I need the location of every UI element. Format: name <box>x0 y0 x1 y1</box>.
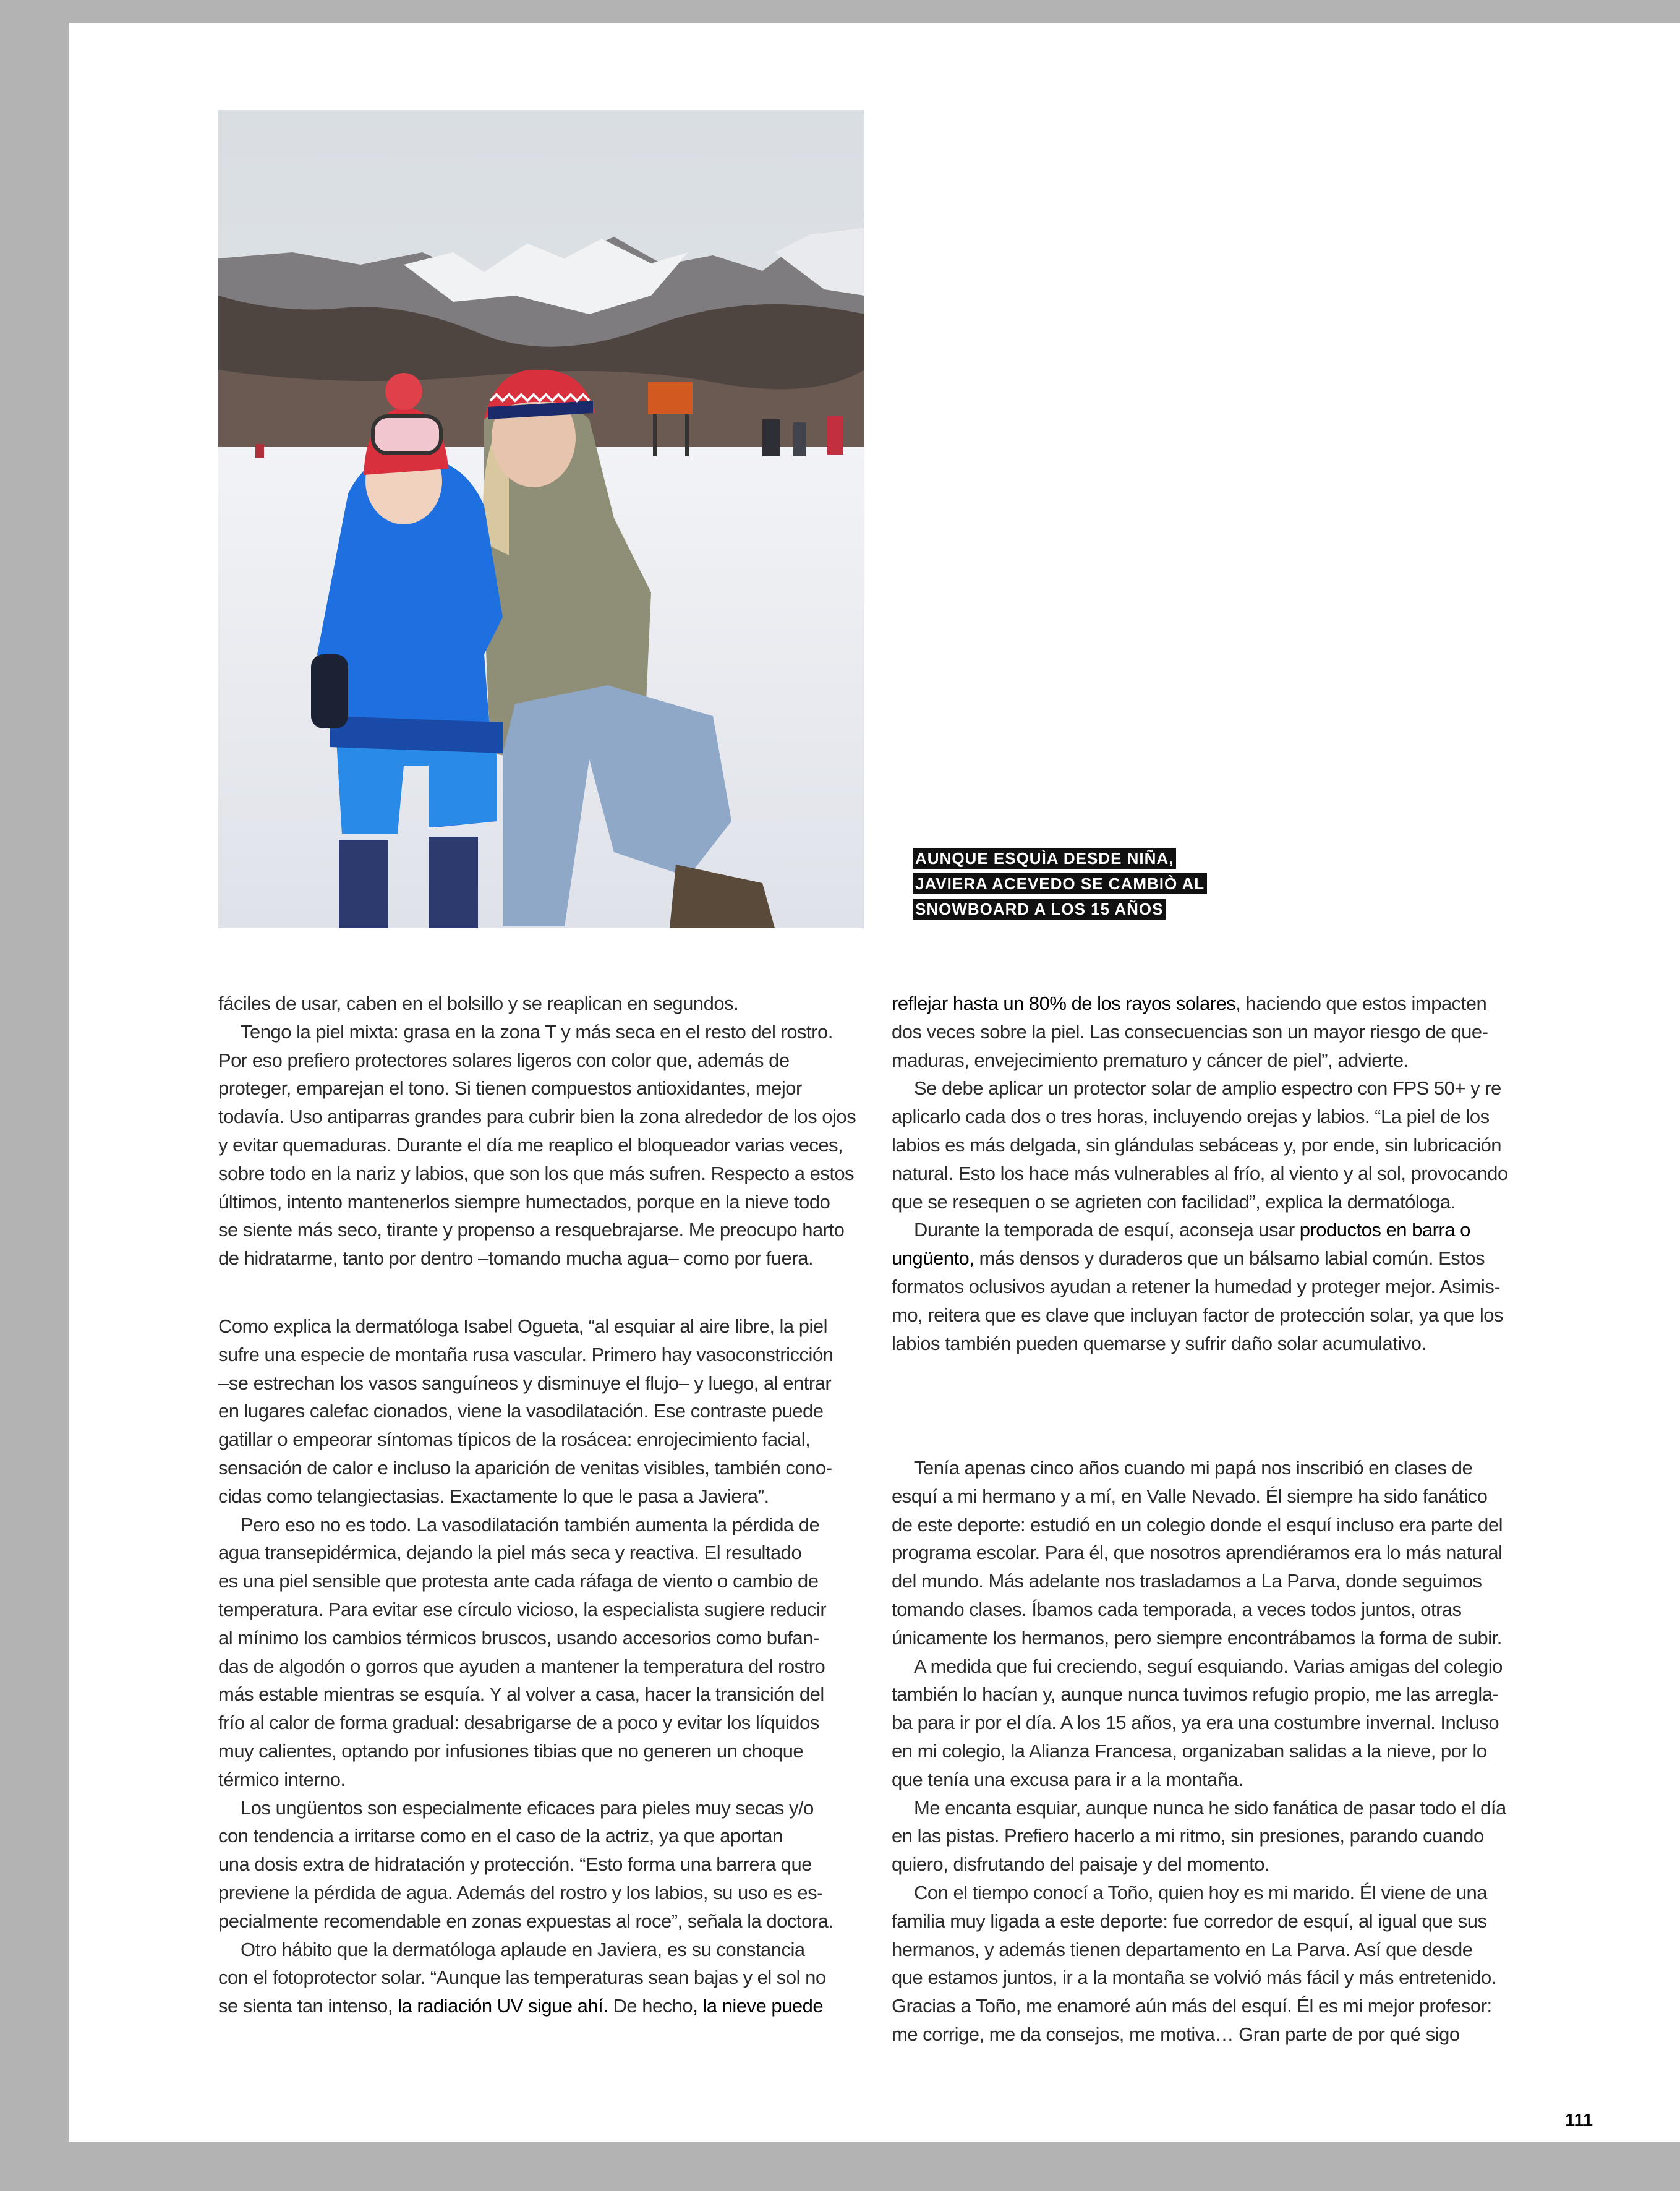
paragraph-line: Me encanta esquiar, aunque nunca he sido fanática de pasar todo el día <box>914 1796 1506 1819</box>
paragraph-line: últimos, intento mantenerlos siempre humectados, porque en la nieve todo <box>218 1190 830 1213</box>
snow-scene-illustration <box>218 110 864 928</box>
paragraph-line: agua transepidérmica, dejando la piel más seca y reactiva. El resultado <box>218 1542 802 1564</box>
paragraph-line: quiero, disfrutando del paisaje y del momento. <box>892 1853 1270 1876</box>
paragraph-line <box>892 1216 1547 1244</box>
paragraph-line: programa escolar. Para él, que nosotros aprendiéramos era lo más natural <box>892 1542 1503 1564</box>
caption-line-3: SNOWBOARD A LOS 15 AÑOS <box>913 899 1166 920</box>
paragraph-line: natural. Esto los hace más vulnerables al frío, al viento y al sol, provocando <box>892 1162 1508 1184</box>
paragraph-line: también lo hacían y, aunque nunca tuvimos refugio propio, me las arregla- <box>892 1683 1499 1706</box>
paragraph-line: Tenía apenas cinco años cuando mi papá nos inscribió en clases de <box>914 1457 1473 1479</box>
paragraph-line: me corrige, me da consejos, me motiva… Gran parte de por qué sigo <box>892 2023 1460 2045</box>
paragraph-line: muy calientes, optando por infusiones tibias que no generen un choque <box>218 1740 804 1762</box>
paragraph-line: Otro hábito que la dermatóloga aplaude en Javiera, es su constancia <box>241 1938 805 1960</box>
paragraph-line: que estamos juntos, ir a la montaña se volvió más fácil y más entretenido. <box>892 1967 1496 1989</box>
paragraph-line: gatillar o empeorar síntomas típicos de la rosácea: enrojecimiento facial, <box>218 1429 811 1451</box>
paragraph-line: das de algodón o gorros que ayuden a mantener la temperatura del rostro <box>218 1655 825 1677</box>
paragraph-line: tomando clases. Íbamos cada temporada, a veces todos juntos, otras <box>892 1598 1462 1620</box>
magazine-page <box>69 23 1680 2142</box>
paragraph-line: en mi colegio, la Alianza Francesa, organizaban salidas a la nieve, por lo <box>892 1740 1487 1762</box>
highlight-text: reflejar hasta un 80% de los rayos solares <box>892 993 1236 1014</box>
highlight-text: , la nieve puede <box>693 1995 824 2017</box>
paragraph-line: frío al calor de forma gradual: desabrigarse de a poco y evitar los líquidos <box>218 1712 819 1734</box>
page-number: 111 <box>1565 2111 1593 2130</box>
paragraph-line: cidas como telangiectasias. Exactamente lo que le pasa a Javiera”. <box>218 1485 769 1507</box>
paragraph-line: labios también pueden quemarse y sufrir daño solar acumulativo. <box>892 1332 1426 1354</box>
paragraph-line: con el fotoprotector solar. “Aunque las temperaturas sean bajas y el sol no <box>218 1967 826 1989</box>
paragraph-line: pecialmente recomendable en zonas expuestas al roce”, señala la doctora. <box>218 1910 834 1932</box>
paragraph-line <box>218 1992 874 2020</box>
paragraph-line: más estable mientras se esquía. Y al volver a casa, hacer la transición del <box>218 1683 824 1706</box>
paragraph-line: Por eso prefiero protectores solares ligeros con color que, además de <box>218 1049 790 1071</box>
photo-mother-child-snow <box>218 110 864 928</box>
paragraph-line: formatos oclusivos ayudan a retener la humedad y proteger mejor. Asimis- <box>892 1275 1501 1297</box>
paragraph-line: del mundo. Más adelante nos trasladamos a La Parva, donde seguimos <box>892 1570 1482 1592</box>
paragraph-line: en lugares calefac cionados, viene la vasodilatación. Ese contraste puede <box>218 1400 824 1422</box>
text-run: , haciendo que estos impacten <box>1235 993 1487 1014</box>
paragraph-line: y evitar quemaduras. Durante el día me reaplico el bloqueador varias veces, <box>218 1134 843 1156</box>
caption-line-2: JAVIERA ACEVEDO SE CAMBIÒ AL <box>913 873 1207 894</box>
paragraph-line: Tengo la piel mixta: grasa en la zona T y más seca en el resto del rostro. <box>241 1020 833 1043</box>
paragraph-line: dos veces sobre la piel. Las consecuencias son un mayor riesgo de que- <box>892 1020 1488 1043</box>
paragraph-line: previene la pérdida de agua. Además del rostro y los labios, su uso es es- <box>218 1881 823 1903</box>
paragraph-line: Gracias a Toño, me enamoré aún más del esquí. Él es mi mejor profesor: <box>892 1995 1492 2017</box>
paragraph-line: aplicarlo cada dos o tres horas, incluyendo orejas y labios. “La piel de los <box>892 1106 1490 1128</box>
paragraph-line: mo, reitera que es clave que incluyan factor de protección solar, ya que los <box>892 1304 1504 1326</box>
caption-line-1: AUNQUE ESQUÌA DESDE NIÑA, <box>913 848 1176 869</box>
right-column-bottom <box>892 1454 1547 2049</box>
right-column-top <box>892 989 1547 1357</box>
text-run: Durante la temporada de esquí, aconseja usar <box>914 1219 1300 1241</box>
paragraph-line: únicamente los hermanos, pero siempre encontrábamos la forma de subir. <box>892 1626 1502 1649</box>
highlight-text: la radiación UV sigue ahí. <box>398 1995 608 2017</box>
paragraph-line: Los ungüentos son especialmente eficaces para pieles muy secas y/o <box>241 1796 814 1819</box>
paragraph-line: proteger, emparejan el tono. Si tienen compuestos antioxidantes, mejor <box>218 1077 802 1100</box>
paragraph-line: se siente más seco, tirante y propenso a resquebrajarse. Me preocupo harto <box>218 1219 845 1241</box>
paragraph-line: ba para ir por el día. A los 15 años, ya era una costumbre invernal. Incluso <box>892 1712 1499 1734</box>
paragraph-line: temperatura. Para evitar ese círculo vicioso, la especialista sugiere reducir <box>218 1598 827 1620</box>
paragraph-line: Con el tiempo conocí a Toño, quien hoy es mi marido. Él viene de una <box>914 1881 1487 1903</box>
paragraph-line: fáciles de usar, caben en el bolsillo y se reaplican en segundos. <box>218 993 739 1014</box>
paragraph-line: familia muy ligada a este deporte: fue corredor de esquí, al igual que sus <box>892 1910 1487 1932</box>
paragraph-line: que se resequen o se agrieten con facilidad”, explica la dermatóloga. <box>892 1190 1456 1213</box>
paragraph-line: con tendencia a irritarse como en el caso de la actriz, ya que aportan <box>218 1825 783 1847</box>
paragraph-line: hermanos, y además tienen departamento en La Parva. Así que desde <box>892 1938 1473 1960</box>
paragraph-line: labios es más delgada, sin glándulas sebáceas y, por ende, sin lubricación <box>892 1134 1502 1156</box>
paragraph-line: que tenía una excusa para ir a la montaña. <box>892 1768 1243 1790</box>
photo-caption <box>913 846 1259 922</box>
paragraph-line <box>892 1244 1547 1273</box>
paragraph-line: todavía. Uso antiparras grandes para cubrir bien la zona alrededor de los ojos <box>218 1106 856 1128</box>
paragraph-line: sensación de calor e incluso la aparición de venitas visibles, también cono- <box>218 1456 832 1479</box>
paragraph-line: Pero eso no es todo. La vasodilatación también aumenta la pérdida de <box>241 1513 820 1535</box>
paragraph-line: una dosis extra de hidratación y protección. “Esto forma una barrera que <box>218 1853 812 1876</box>
paragraph-line: sobre todo en la nariz y labios, que son los que más sufren. Respecto a estos <box>218 1162 855 1184</box>
text-run: De hecho <box>608 1995 693 2017</box>
text-run: más densos y duraderos que un bálsamo labial común. Estos <box>974 1247 1485 1270</box>
paragraph-line: esquí a mi hermano y a mí, en Valle Nevado. Él siempre ha sido fanático <box>892 1485 1488 1507</box>
paragraph-line: en las pistas. Prefiero hacerlo a mi ritmo, sin presiones, parando cuando <box>892 1825 1484 1847</box>
paragraph-line <box>892 989 1547 1018</box>
paragraph-line: Se debe aplicar un protector solar de amplio espectro con FPS 50+ y re <box>914 1077 1501 1100</box>
paragraph-line: maduras, envejecimiento prematuro y cáncer de piel”, advierte. <box>892 1049 1409 1071</box>
left-column <box>218 989 874 2020</box>
paragraph-line: Como explica la dermatóloga Isabel Ogueta, “al esquiar al aire libre, la piel <box>218 1315 828 1337</box>
paragraph-line: sufre una especie de montaña rusa vascular. Primero hay vasoconstricción <box>218 1343 834 1365</box>
highlight-text: ungüento, <box>892 1247 974 1270</box>
paragraph-line: térmico interno. <box>218 1768 346 1790</box>
paragraph-line: al mínimo los cambios térmicos bruscos, usando accesorios como bufan- <box>218 1626 819 1649</box>
paragraph-line: de este deporte: estudió en un colegio donde el esquí incluso era parte del <box>892 1513 1503 1535</box>
paragraph-line: de hidratarme, tanto por dentro –tomando mucha agua– como por fuera. <box>218 1247 814 1270</box>
text-run: se sienta tan intenso, <box>218 1995 398 2017</box>
highlight-text: productos en barra o <box>1299 1219 1470 1241</box>
paragraph-line: es una piel sensible que protesta ante cada ráfaga de viento o cambio de <box>218 1570 819 1592</box>
paragraph-line: A medida que fui creciendo, seguí esquiando. Varias amigas del colegio <box>914 1655 1503 1677</box>
paragraph-line: –se estrechan los vasos sanguíneos y disminuye el flujo– y luego, al entrar <box>218 1372 832 1394</box>
